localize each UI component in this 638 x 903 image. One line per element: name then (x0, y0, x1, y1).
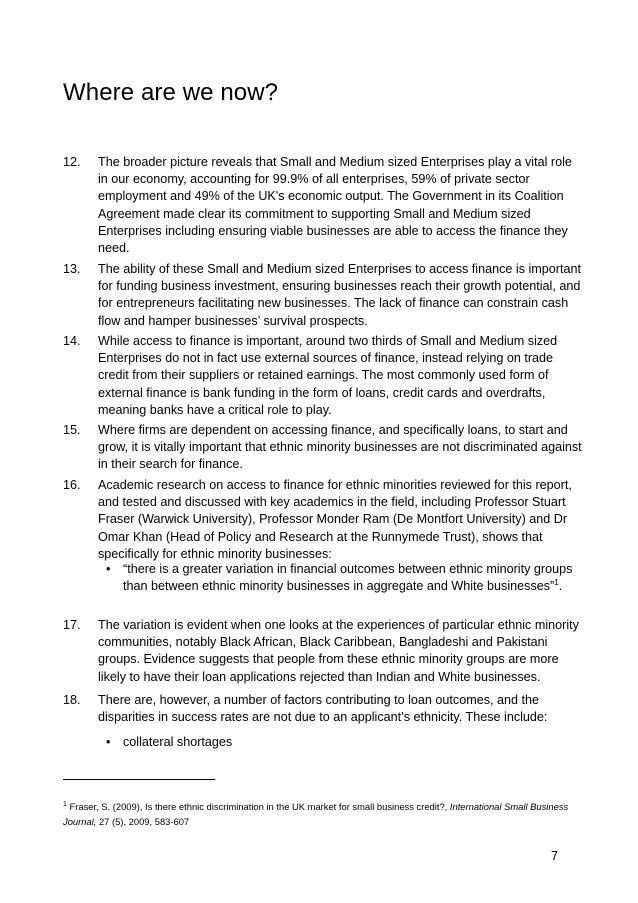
page-heading: Where are we now? (63, 79, 279, 106)
footnote-marker: 1 (63, 800, 67, 808)
paragraph-number: 12. (63, 155, 81, 169)
paragraph-14 (63, 333, 585, 419)
quote-bullet-item (106, 561, 576, 595)
paragraph-text: Where firms are dependent on accessing finance, and specifically loans, to start and grow, it is vitally important that ethnic minority businesses are not discriminated against in their search for finance. (98, 423, 582, 472)
paragraph-16 (63, 477, 585, 563)
paragraph-12 (63, 154, 585, 257)
paragraph-number: 14. (63, 334, 81, 348)
quote-text: “there is a greater variation in financial outcomes between ethnic minority groups than between ethnic minority businesses in aggregate and White businesses” (123, 562, 573, 594)
paragraph-text: While access to finance is important, around two thirds of Small and Medium sized Enterprises do not in fact use external sources of finance, instead relying on trade credit from their suppliers or retained earnings. The most commonly used form of external finance is bank funding in the form of loans, credit cards and overdrafts, meaning banks have a critical role to play. (98, 334, 558, 417)
list-bullet-item (106, 734, 576, 751)
quote-end: . (558, 579, 563, 594)
bullet-text: collateral shortages (123, 735, 233, 749)
paragraph-18 (63, 692, 585, 726)
page-number: 7 (551, 849, 559, 863)
paragraph-text: The variation is evident when one looks at the experiences of particular ethnic minority communities, notably Black African, Black Caribbean, Bangladeshi and Pakistani groups. Evidence suggests that people from these ethnic minority groups are more likely to have their loan applications rejected than Indian and White businesses. (98, 618, 579, 684)
paragraph-number: 16. (63, 478, 81, 492)
paragraph-number: 13. (63, 262, 81, 276)
paragraph-number: 17. (63, 618, 81, 632)
paragraph-number: 15. (63, 423, 81, 437)
paragraph-text: The ability of these Small and Medium sized Enterprises to access finance is important for funding business investment, ensuring businesses reach their growth potential, and for entrepreneurs facilitating new businesses. The lack of finance can constrain cash flow and hamper businesses’ survival prospects. (98, 262, 581, 328)
paragraph-13 (63, 261, 585, 330)
footnote-reference: 1 (554, 578, 559, 588)
footnote-text: Fraser, S. (2009), Is there ethnic discrimination in the UK market for small business credit?, (66, 801, 450, 812)
footnote-journal: International Small Business Journal, (63, 801, 569, 827)
paragraph-text: Academic research on access to finance for ethnic minorities reviewed for this report, and tested and discussed with key academics in the field, including Professor Stuart Fraser (Warwick University), Professor Monder Ram (De Montfort University) and Dr Omar Khan (Head of Policy and Research at the Runnymede Trust), shows that specifically for ethnic minority businesses: (98, 478, 572, 561)
bullet-icon: • (106, 735, 111, 749)
paragraph-number: 18. (63, 693, 81, 707)
paragraph-17 (63, 617, 585, 686)
paragraph-text: The broader picture reveals that Small and Medium sized Enterprises play a vital role in our economy, accounting for 99.9% of all enterprises, 59% of private sector employment and 49% of the UK's economic output. The Government in its Coalition Agreement made clear its commitment to supporting Small and Medium sized Enterprises including ensuring viable businesses are able to access the finance they need. (98, 155, 572, 256)
footnote-separator (63, 779, 215, 780)
footnote (63, 799, 583, 829)
paragraph-15 (63, 422, 585, 474)
footnote-details: 27 (5), 2009, 583-607 (96, 816, 190, 827)
paragraph-text: There are, however, a number of factors contributing to loan outcomes, and the disparities in success rates are not due to an applicant’s ethnicity. These include: (98, 693, 548, 725)
bullet-icon: • (106, 562, 111, 576)
